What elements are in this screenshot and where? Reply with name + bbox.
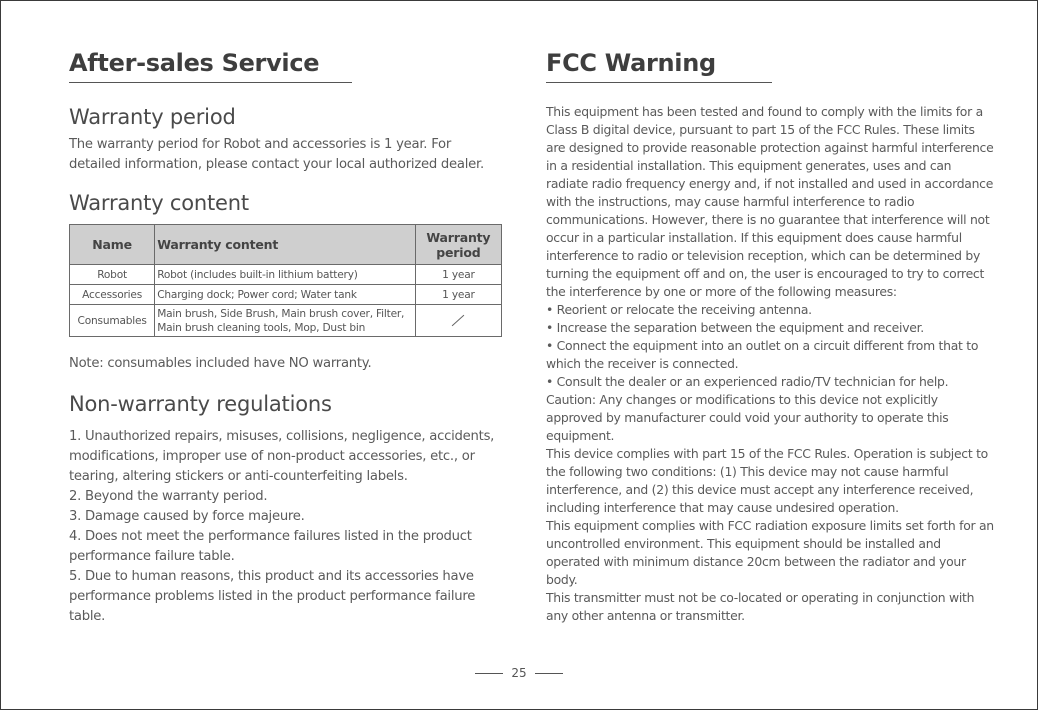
fcc-bullet: • Increase the separation between the equipment and receiver. — [546, 320, 924, 335]
fcc-title: FCC Warning — [546, 49, 716, 77]
non-warranty-list — [69, 427, 504, 627]
table-header-period: Warranty period — [415, 225, 501, 265]
fcc-body — [546, 103, 996, 625]
fcc-section — [546, 48, 996, 625]
fcc-paragraph: This transmitter must not be co-located or operating in conjunction with any other antenna or transmitter. — [546, 590, 975, 623]
title-underline — [546, 82, 772, 83]
row-name: Accessories — [70, 285, 155, 305]
warranty-period-text: The warranty period for Robot and accessories is 1 year. For detailed information, please contact your local authorized dealer. — [69, 137, 484, 172]
no-warranty-slash-icon — [452, 315, 465, 326]
table-row — [70, 305, 502, 337]
non-warranty-heading: Non-warranty regulations — [69, 392, 332, 416]
fcc-paragraph: Caution: Any changes or modifications to this device not explicitly approved by manufacturer could void your authority to operate this equipment. — [546, 392, 949, 443]
row-name: Consumables — [70, 305, 155, 337]
list-item: 4. Does not meet the performance failures listed in the product performance failure table. — [69, 529, 472, 564]
row-period: 1 year — [415, 285, 501, 305]
after-sales-section — [69, 48, 504, 627]
row-period: 1 year — [415, 265, 501, 285]
row-content: Robot (includes built-in lithium battery) — [155, 265, 416, 285]
table-row — [70, 285, 502, 305]
fcc-paragraph: This device complies with part 15 of the FCC Rules. Operation is subject to the following two conditions: (1) This device may not cause harmful interference, and (2) this device must accept any interference received, including interference that may cause undesired operation. — [546, 446, 988, 515]
table-row — [70, 265, 502, 285]
after-sales-title: After-sales Service — [69, 49, 320, 77]
row-content: Main brush, Side Brush, Main brush cover, Filter, Main brush cleaning tools, Mop, Dust bin — [155, 305, 416, 337]
fcc-paragraph: This equipment has been tested and found to comply with the limits for a Class B digital device, pursuant to part 15 of the FCC Rules. These limits are designed to provide reasonable protection against harmful interference in a residential installation. This equipment generates, uses and can radiate radio frequency energy and, if not installed and used in accordance with the instructions, may cause harmful interference to radio communications. However, there is no guarantee that interference will not occur in a particular installation. If this equipment does cause harmful interference to radio or television reception, which can be determined by turning the equipment off and on, the user is encouraged to try to correct the interference by one or more of the following measures: — [546, 104, 994, 299]
fcc-paragraph: This equipment complies with FCC radiation exposure limits set forth for an uncontrolled environment. This equipment should be installed and operated with minimum distance 20cm between the radiator and your body. — [546, 518, 994, 587]
list-item: 2. Beyond the warranty period. — [69, 489, 268, 504]
fcc-bullet: • Connect the equipment into an outlet on a circuit different from that to which the receiver is connected. — [546, 338, 979, 371]
title-underline — [69, 82, 352, 83]
table-header-content: Warranty content — [155, 225, 416, 265]
warranty-period-heading: Warranty period — [69, 105, 236, 129]
page-footer — [0, 666, 1038, 680]
fcc-bullet: • Consult the dealer or an experienced radio/TV technician for help. — [546, 374, 949, 389]
row-name: Robot — [70, 265, 155, 285]
row-period-none — [415, 305, 501, 337]
page-number: 25 — [511, 666, 527, 680]
warranty-content-heading: Warranty content — [69, 191, 249, 215]
footer-dash-right — [535, 673, 563, 674]
table-header-name: Name — [70, 225, 155, 265]
row-content: Charging dock; Power cord; Water tank — [155, 285, 416, 305]
list-item: 3. Damage caused by force majeure. — [69, 509, 305, 524]
fcc-bullet: • Reorient or relocate the receiving antenna. — [546, 302, 812, 317]
consumables-note: Note: consumables included have NO warranty. — [69, 356, 372, 371]
list-item: 5. Due to human reasons, this product and its accessories have performance problems listed in the product performance failure table. — [69, 569, 476, 624]
footer-dash-left — [475, 673, 503, 674]
warranty-table — [69, 224, 502, 337]
list-item: 1. Unauthorized repairs, misuses, collisions, negligence, accidents, modifications, improper use of non-product accessories, etc., or tearing, altering stickers or anti-counterfeiting labels. — [69, 429, 495, 484]
table-header-row — [70, 225, 502, 265]
